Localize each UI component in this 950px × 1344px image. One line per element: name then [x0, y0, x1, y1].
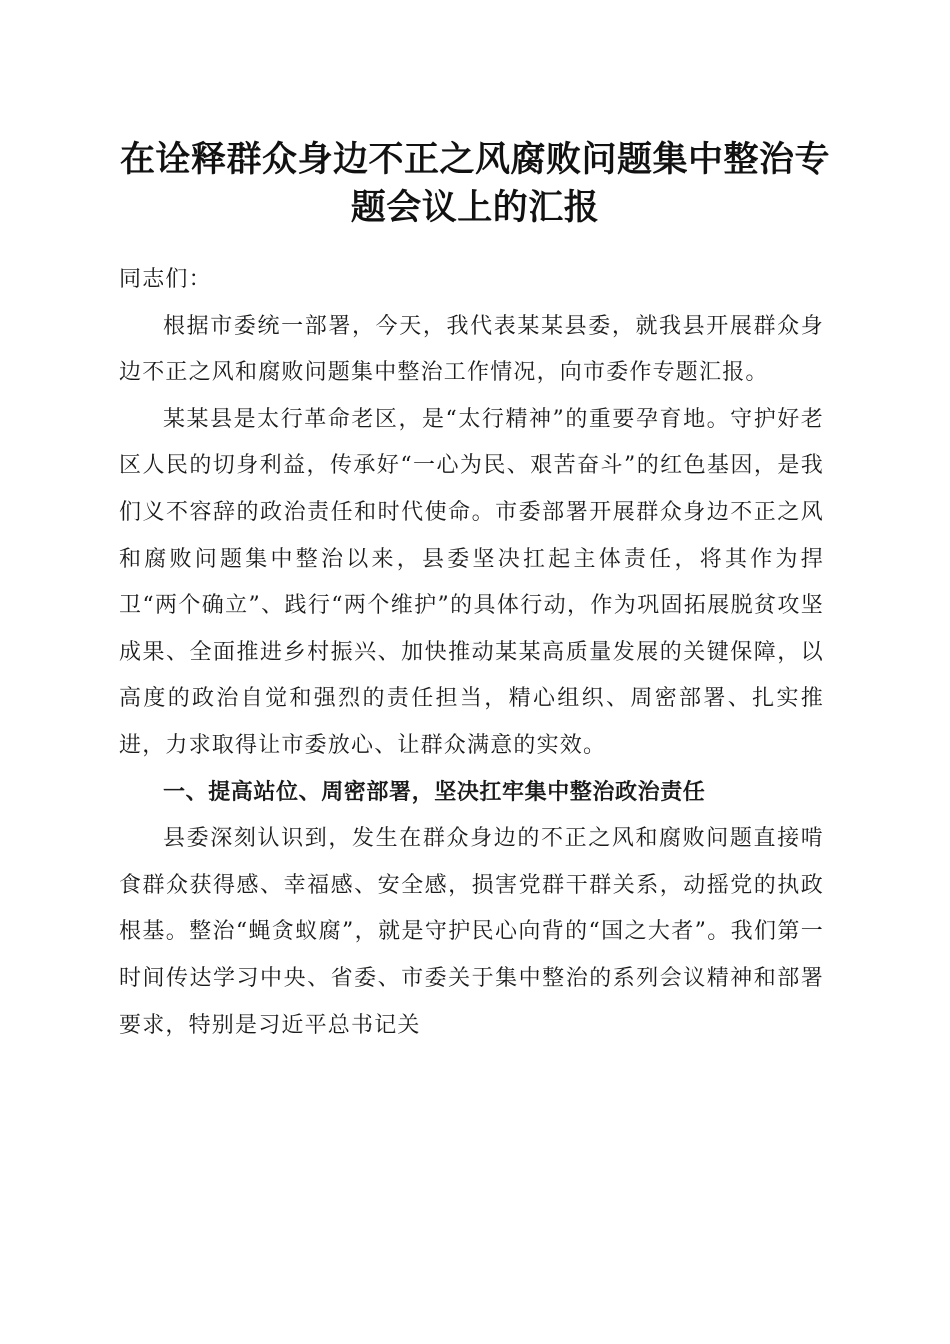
salutation: 同志们：	[119, 267, 212, 292]
paragraph-1: 根据市委统一部署，今天，我代表某某县委，就我县开展群众身边不正之风和腐败问题集中整治工作情况，向市委作专题汇报。	[119, 313, 824, 386]
document-title	[100, 136, 850, 232]
paragraph-3: 县委深刻认识到，发生在群众身边的不正之风和腐败问题直接啃食群众获得感、幸福感、安全感，损害党群干群关系，动摇党的执政根基。整治“蝇贪蚁腐”，就是守护民心向背的“国之大者”。我们第一时间传达学习中央、省委、市委关于集中整治的系列会议精神和部署要求，特别是习近平总书记关	[119, 826, 824, 1038]
title-line-2: 题会议上的汇报	[350, 188, 600, 228]
paragraph-2: 某某县是太行革命老区，是“太行精神”的重要孕育地。守护好老区人民的切身利益，传承好“一心为民、艰苦奋斗”的红色基因，是我们义不容辞的政治责任和时代使命。市委部署开展群众身边不正之风和腐败问题集中整治以来，县委坚决扛起主体责任，将其作为捍卫“两个确立”、践行“两个维护”的具体行动，作为巩固拓展脱贫攻坚成果、全面推进乡村振兴、加快推动某某高质量发展的关键保障，以高度的政治自觉和强烈的责任担当，精心组织、周密部署、扎实推进，力求取得让市委放心、让群众满意的实效。	[119, 406, 824, 758]
section-heading-1: 一、提高站位、周密部署，坚决扛牢集中整治政治责任	[163, 779, 706, 805]
title-line-1: 在诠释群众身边不正之风腐败问题集中整治专	[119, 140, 830, 180]
document-body	[119, 257, 824, 1049]
